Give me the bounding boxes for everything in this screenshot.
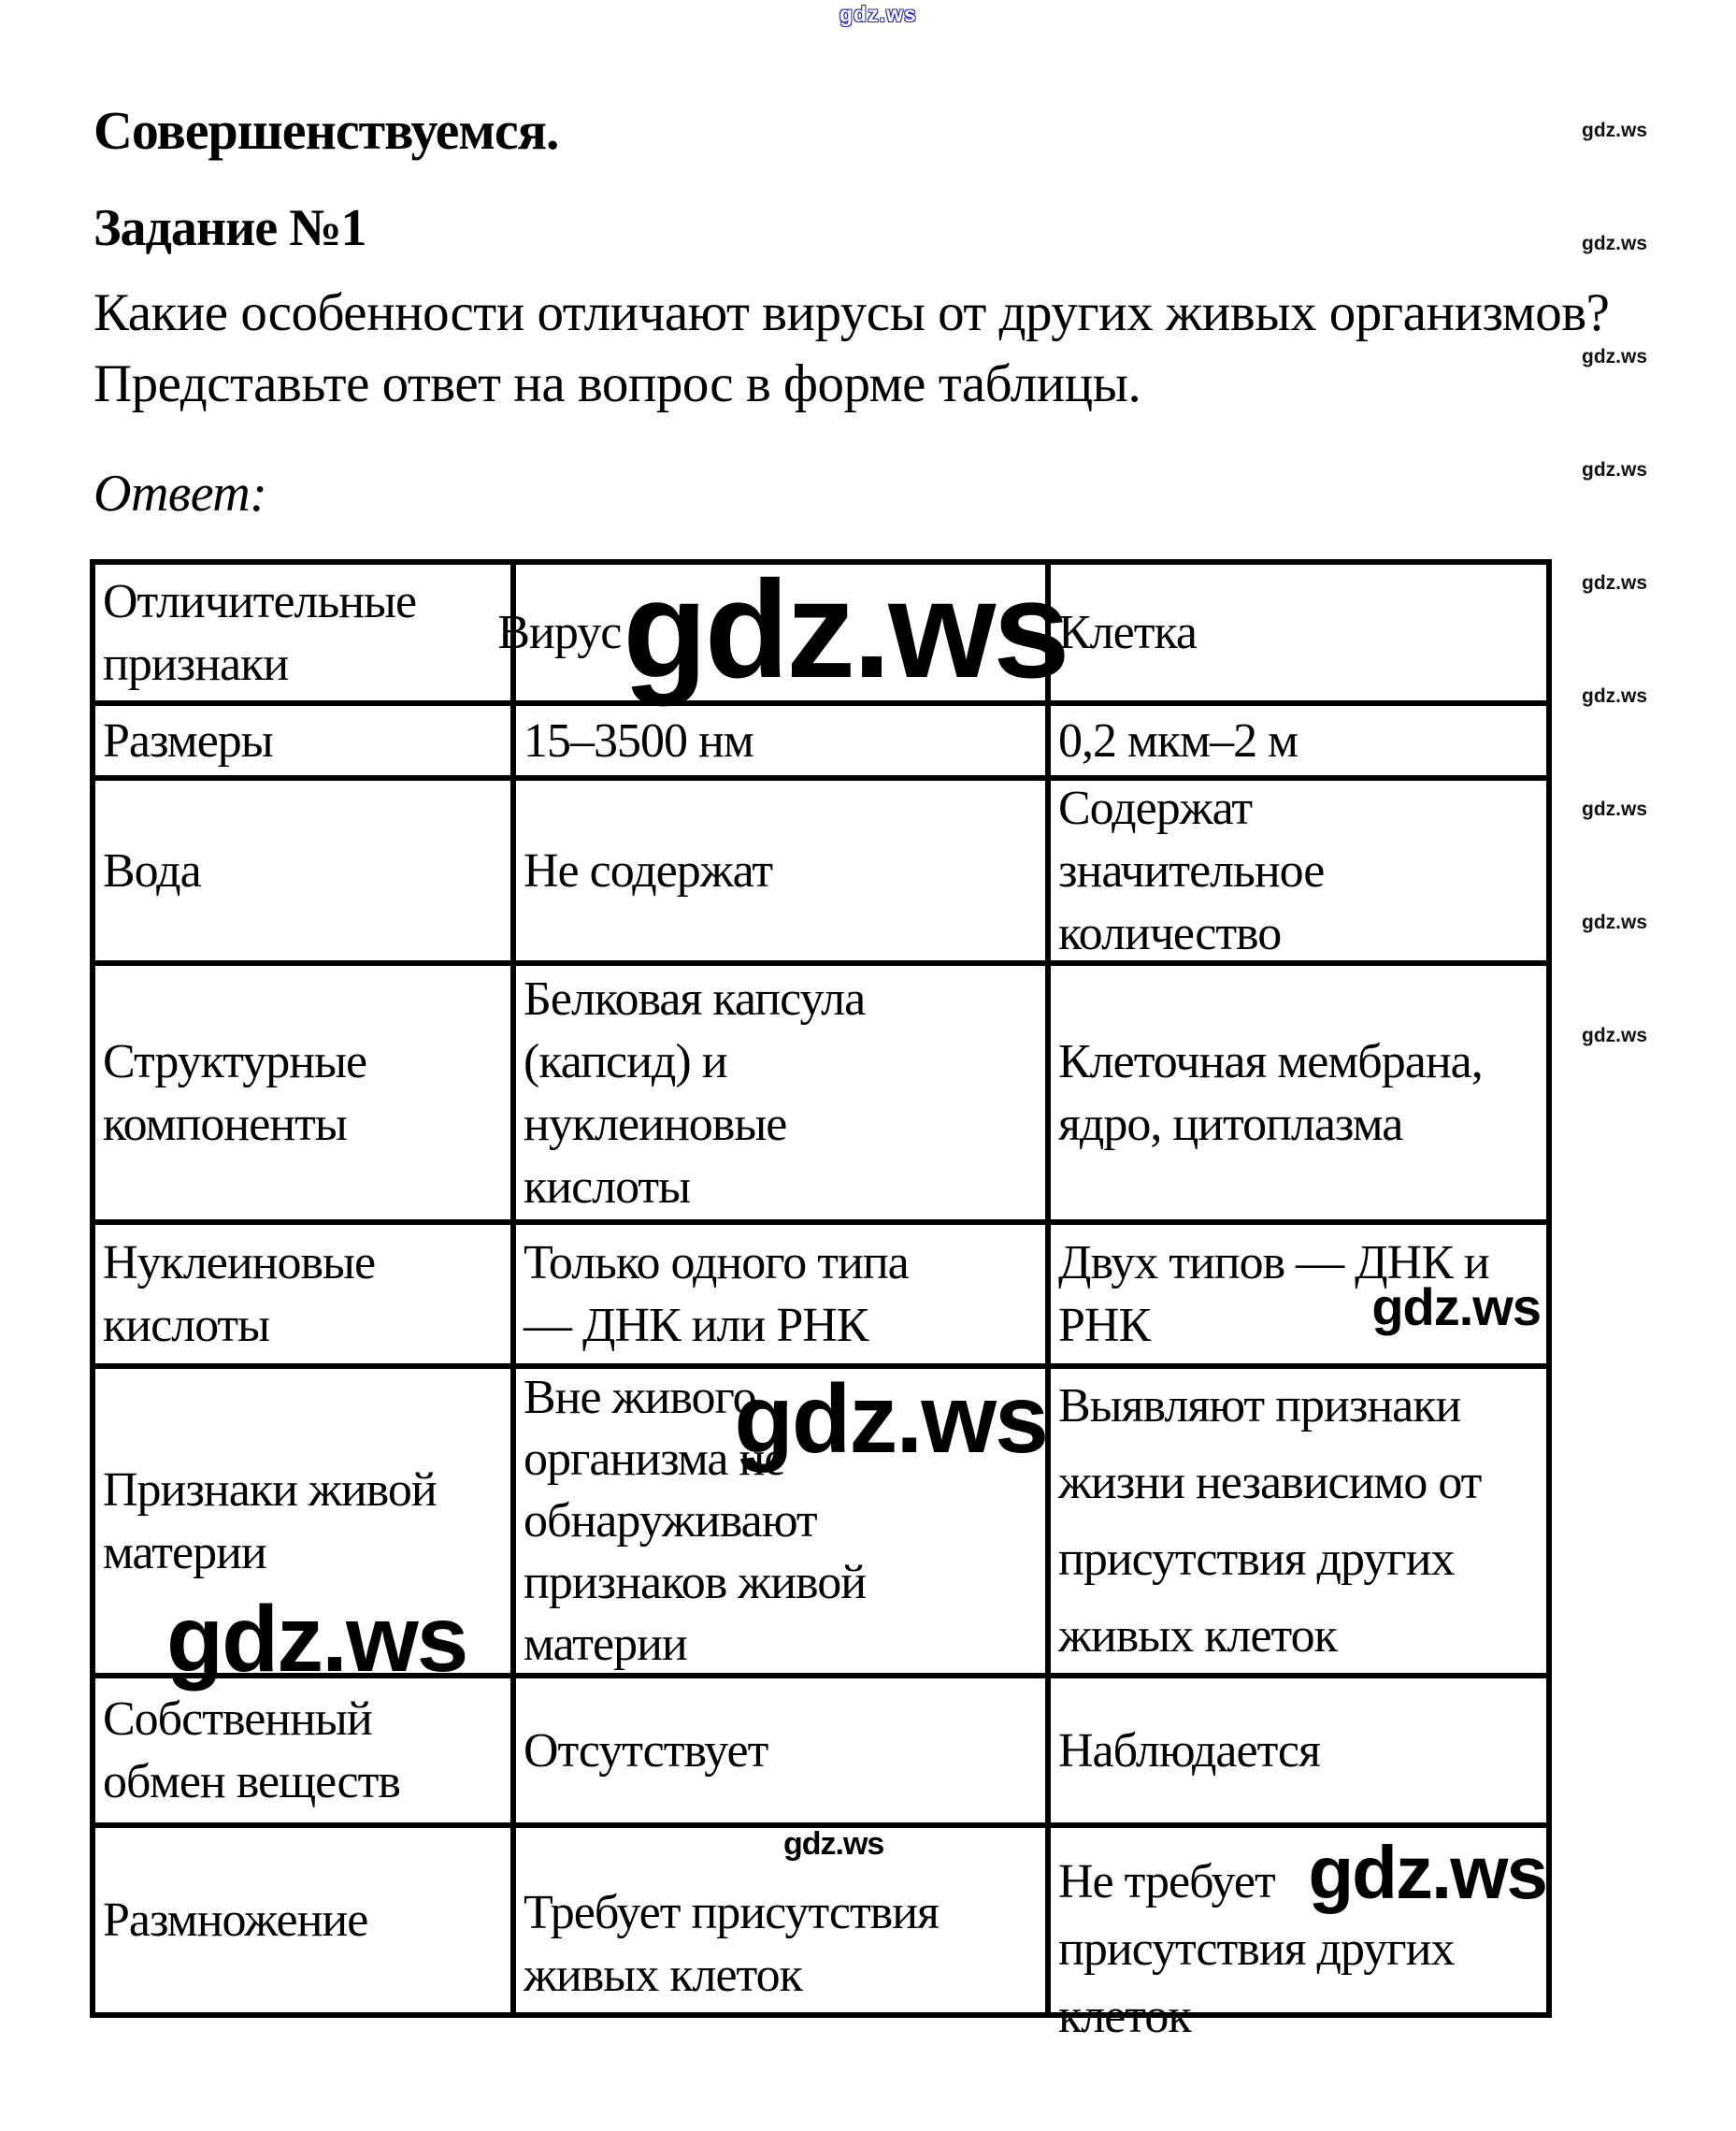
answer-label: Ответ:	[93, 465, 267, 523]
table-cell-r4c3: Двух типов — ДНК и РНК gdz.ws	[1045, 1219, 1546, 1363]
table-cell-r6c2: Отсутствует	[510, 1673, 1045, 1822]
gdz-watermark-side: gdz.ws	[1582, 459, 1648, 481]
gdz-watermark-side: gdz.ws	[1582, 912, 1648, 933]
question-text-line1: Какие особенности отличают вирусы от других живых организмов?	[93, 283, 1610, 342]
gdz-watermark-cell: gdz.ws	[734, 1365, 1047, 1474]
table-cell-r7c1: Размножение	[95, 1822, 510, 2012]
gdz-watermark-side: gdz.ws	[1582, 346, 1648, 367]
table-cell-r2c2: Не содержат	[510, 775, 1045, 960]
table-cell-r0c3: Клетка	[1045, 565, 1546, 700]
table-cell-r5c1: Признаки живой материи gdz.ws	[95, 1363, 510, 1673]
table-cell-r1c1: Размеры	[95, 700, 510, 775]
gdz-watermark-cell: gdz.ws	[166, 1587, 467, 1692]
table-cell-r0c1: Отличительные признаки	[103, 574, 417, 691]
table-cell-r6c3: Наблюдается	[1045, 1673, 1546, 1822]
gdz-watermark-side: gdz.ws	[1582, 120, 1648, 141]
gdz-watermark-side: gdz.ws	[1582, 799, 1648, 820]
comparison-table	[90, 552, 1552, 2043]
table-cell-r5c2: Вне живого организма не обнаруживают признаков живой материи gdz.ws	[510, 1363, 1045, 1673]
table-cell-r1c3: 0,2 мкм–2 м	[1045, 700, 1546, 775]
gdz-watermark-cell: gdz.ws	[783, 1826, 884, 1862]
table-cell-r4c1: Нуклеиновые кислоты	[95, 1219, 510, 1363]
gdz-watermark-cell: gdz.ws	[1308, 1831, 1546, 1914]
table-cell-r1c2: 15–3500 нм	[510, 700, 1045, 775]
gdz-watermark-cell: gdz.ws	[1371, 1277, 1541, 1336]
gdz-watermark-top: gdz.ws	[839, 2, 917, 26]
table-cell-r0c2: Вирус gdz.ws	[497, 552, 1068, 707]
gdz-watermark-header: gdz.ws	[623, 552, 1068, 707]
table-cell-r7c3: gdz.ws Не требует присутствия других клеток	[1045, 1822, 1546, 2012]
gdz-watermark-side: gdz.ws	[1582, 685, 1648, 707]
question-text-line2: Представьте ответ на вопрос в форме таблицы.	[93, 354, 1141, 413]
table-cell-r3c2: Белковая капсула (капсид) и нуклеиновые кислоты	[510, 960, 1045, 1219]
gdz-watermark-side: gdz.ws	[1582, 572, 1648, 594]
task-title: Задание №1	[93, 199, 366, 257]
gdz-watermark-side: gdz.ws	[1582, 1025, 1648, 1046]
table-cell-r4c2: Только одного типа — ДНК или РНК	[510, 1219, 1045, 1363]
table-cell-r2c1: Вода	[95, 775, 510, 960]
table-cell-r2c3: Содержат значительное количество	[1045, 775, 1546, 960]
table-cell-r3c1: Структурные компоненты	[95, 960, 510, 1219]
table-cell-r3c3: Клеточная мембрана, ядро, цитоплазма	[1045, 960, 1546, 1219]
section-title: Совершенствуемся.	[93, 100, 559, 161]
table-cell-r6c1: Собственный обмен веществ	[95, 1673, 510, 1822]
table-cell-r7c2: gdz.ws Требует присутствия живых клеток	[510, 1822, 1045, 2012]
gdz-watermark-side: gdz.ws	[1582, 233, 1648, 254]
table-cell-r5c3: Выявляют признаки жизни независимо от присутствия других живых клеток	[1045, 1363, 1546, 1673]
